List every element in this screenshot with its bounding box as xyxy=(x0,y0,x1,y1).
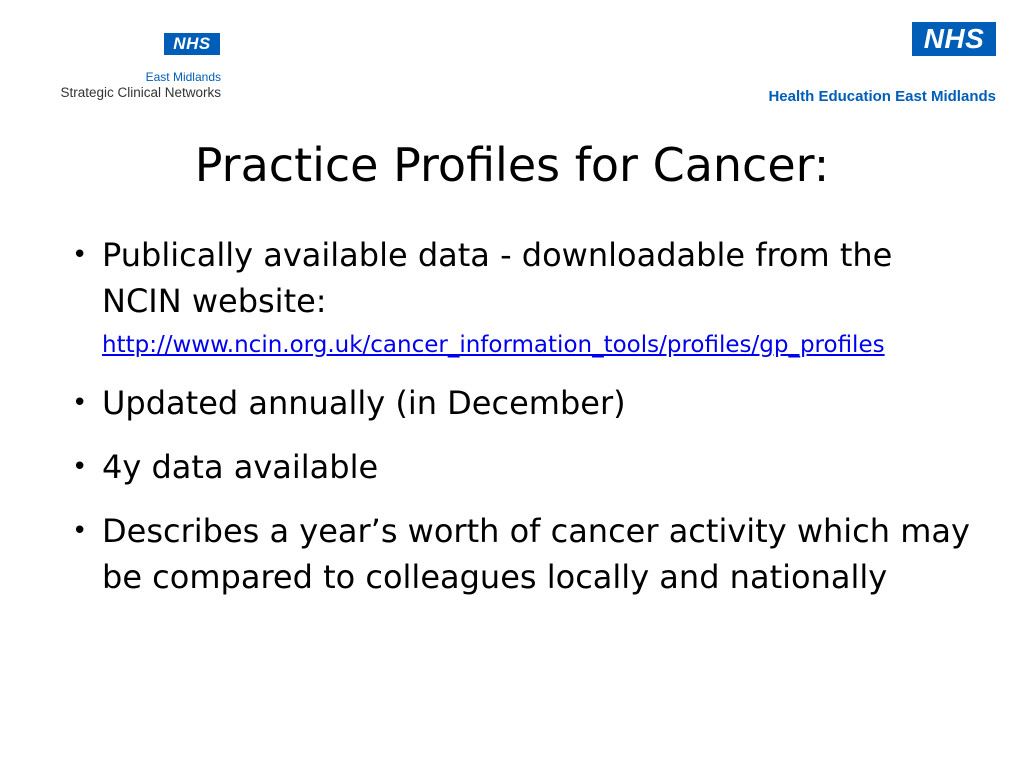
bullet-list xyxy=(72,232,972,618)
org-name-left-line2: Strategic Clinical Networks xyxy=(60,85,221,100)
bullet-dot-icon: • xyxy=(72,452,88,482)
slide-title: Practice Profiles for Cancer: xyxy=(194,138,830,192)
bullet-item xyxy=(72,232,972,362)
nhs-logo-right: NHS xyxy=(912,22,996,56)
org-name-right: Health Education East Midlands xyxy=(768,88,996,105)
bullet-dot-icon: • xyxy=(72,388,88,418)
bullet-text: Updated annually (in December) xyxy=(102,384,626,422)
bullet-item xyxy=(72,508,972,600)
bullet-text: Describes a year’s worth of cancer activity which may be compared to colleagues locally and nationally xyxy=(102,512,970,596)
bullet-text: Publically available data - downloadable from the NCIN website: xyxy=(102,236,893,320)
org-name-left xyxy=(60,69,221,101)
bullet-dot-icon: • xyxy=(72,516,88,546)
org-name-left-line1: East Midlands xyxy=(145,70,221,84)
nhs-logo-left: NHS xyxy=(164,33,220,55)
bullet-dot-icon: • xyxy=(72,240,88,270)
ncin-profiles-link[interactable]: http://www.ncin.org.uk/cancer_information_tools/profiles/gp_profiles xyxy=(102,332,885,358)
bullet-item xyxy=(72,444,972,490)
bullet-item xyxy=(72,380,972,426)
bullet-text: 4y data available xyxy=(102,448,379,486)
